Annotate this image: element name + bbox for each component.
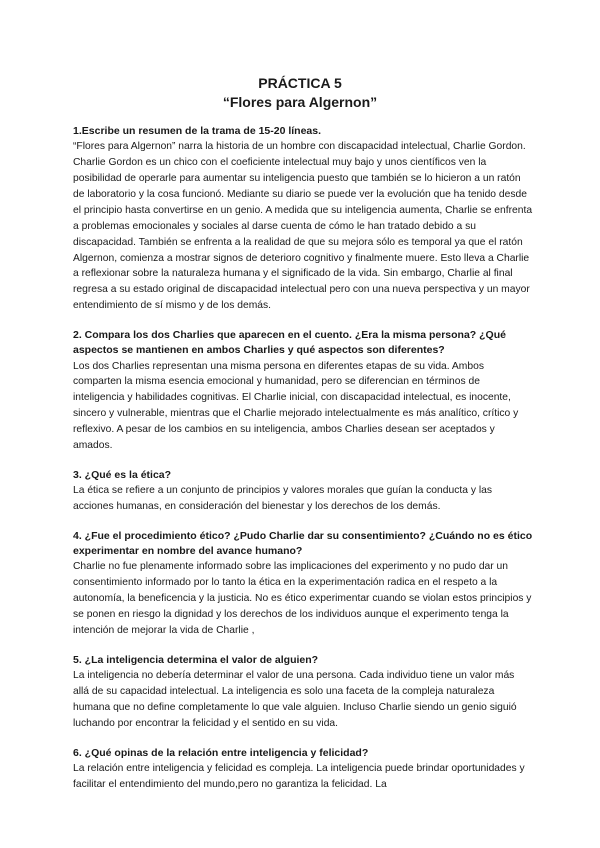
question-3: 3. ¿Qué es la ética? <box>73 469 172 482</box>
document-body <box>73 124 533 793</box>
title-block <box>0 74 600 112</box>
answer-3: La ética se refiere a un conjunto de principios y valores morales que guían la conducta y las acciones humanas, en consideración del bienestar y los derechos de los demás. <box>73 485 492 513</box>
answer-4: Charlie no fue plenamente informado sobre las implicaciones del experimento y no pudo dar un consentimiento informado por lo tanto la ética en la experimentación radica en el respeto a la autonomía, la beneficencia y la justicia. No es ético experimentar cuando se violan estos principios y se ponen en riesgo la dignidad y los derechos de los individuos aunque el experimento tenga la intención de mejorar la vida de Charlie , <box>73 561 532 637</box>
answer-6: La relación entre inteligencia y felicidad es compleja. La inteligencia puede brindar oportunidades y facilitar el entendimiento del mundo,pero no garantiza la felicidad. La <box>73 763 525 790</box>
answer-1: “Flores para Algernon” narra la historia de un hombre con discapacidad intelectual, Charlie Gordon. Charlie Gordon es un chico con el coeficiente intelectual muy bajo y unos científicos ven la posibilidad de operarle para aumentar su inteligencia puesto que también se lo hicieron a un ratón de laboratorio y la cosa funcionó. Mediante su diario se puede ver la evolución que ha tenido desde el principio hasta convertirse en un genio. A medida que su inteligencia aumenta, Charlie se enfrenta a problemas emocionales y sociales al darse cuenta de cómo le han tratado debido a su discapacidad. También se enfrenta a la realidad de que su mejora sólo es temporal ya que el ratón Algernon, comienza a mostrar signos de deterioro cognitivo y finalmente muere. Esto lleva a Charlie a reflexionar sobre la naturaleza humana y el significado de la vida. Sin embargo, Charlie al final regresa a su estado original de discapacidad intelectual pero con una nueva perspectiva y un mayor entendimiento de sí mismo y de los demás. <box>73 141 533 312</box>
question-1: 1.Escribe un resumen de la trama de 15-20 líneas. <box>73 125 322 137</box>
question-4: 4. ¿Fue el procedimiento ético? ¿Pudo Charlie dar su consentimiento? ¿Cuándo no es ético experimentar en nombre del avance humano? <box>73 530 533 558</box>
section-3 <box>73 468 533 515</box>
section-5 <box>73 653 533 732</box>
page-subtitle: “Flores para Algernon” <box>222 94 378 110</box>
section-1 <box>73 124 533 314</box>
section-2 <box>73 328 533 454</box>
section-6 <box>73 746 533 793</box>
page-title: PRÁCTICA 5 <box>258 75 342 91</box>
question-5: 5. ¿La inteligencia determina el valor de alguien? <box>73 653 319 666</box>
answer-2: Los dos Charlies representan una misma persona en diferentes etapas de su vida. Ambos comparten la misma esencia emocional y humanidad, pero se diferencian en términos de inteligencia y habilidades cognitivas. El Charlie inicial, con discapacidad intelectual, es inocente, sincero y vulnerable, mientras que el Charlie mejorado intelectualmente es más analítico, crítico y reflexivo. A pesar de los cambios en su inteligencia, ambos Charlies desean ser aceptados y amados. <box>73 360 519 452</box>
question-6: 6. ¿Qué opinas de la relación entre inteligencia y felicidad? <box>73 746 369 759</box>
section-4 <box>73 529 533 639</box>
answer-5: La inteligencia no debería determinar el valor de una persona. Cada individuo tiene un valor más allá de su capacidad intelectual. La inteligencia es solo una faceta de la compleja naturaleza humana que no define completamente lo que vale alguien. Incluso Charlie siendo un genio siguió luchando por encontrar la felicidad y el sentido en su vida. <box>73 670 517 729</box>
question-2: 2. Compara los dos Charlies que aparecen en el cuento. ¿Era la misma persona? ¿Qué aspectos se mantienen en ambos Charlies y qué aspectos son diferentes? <box>73 329 506 357</box>
